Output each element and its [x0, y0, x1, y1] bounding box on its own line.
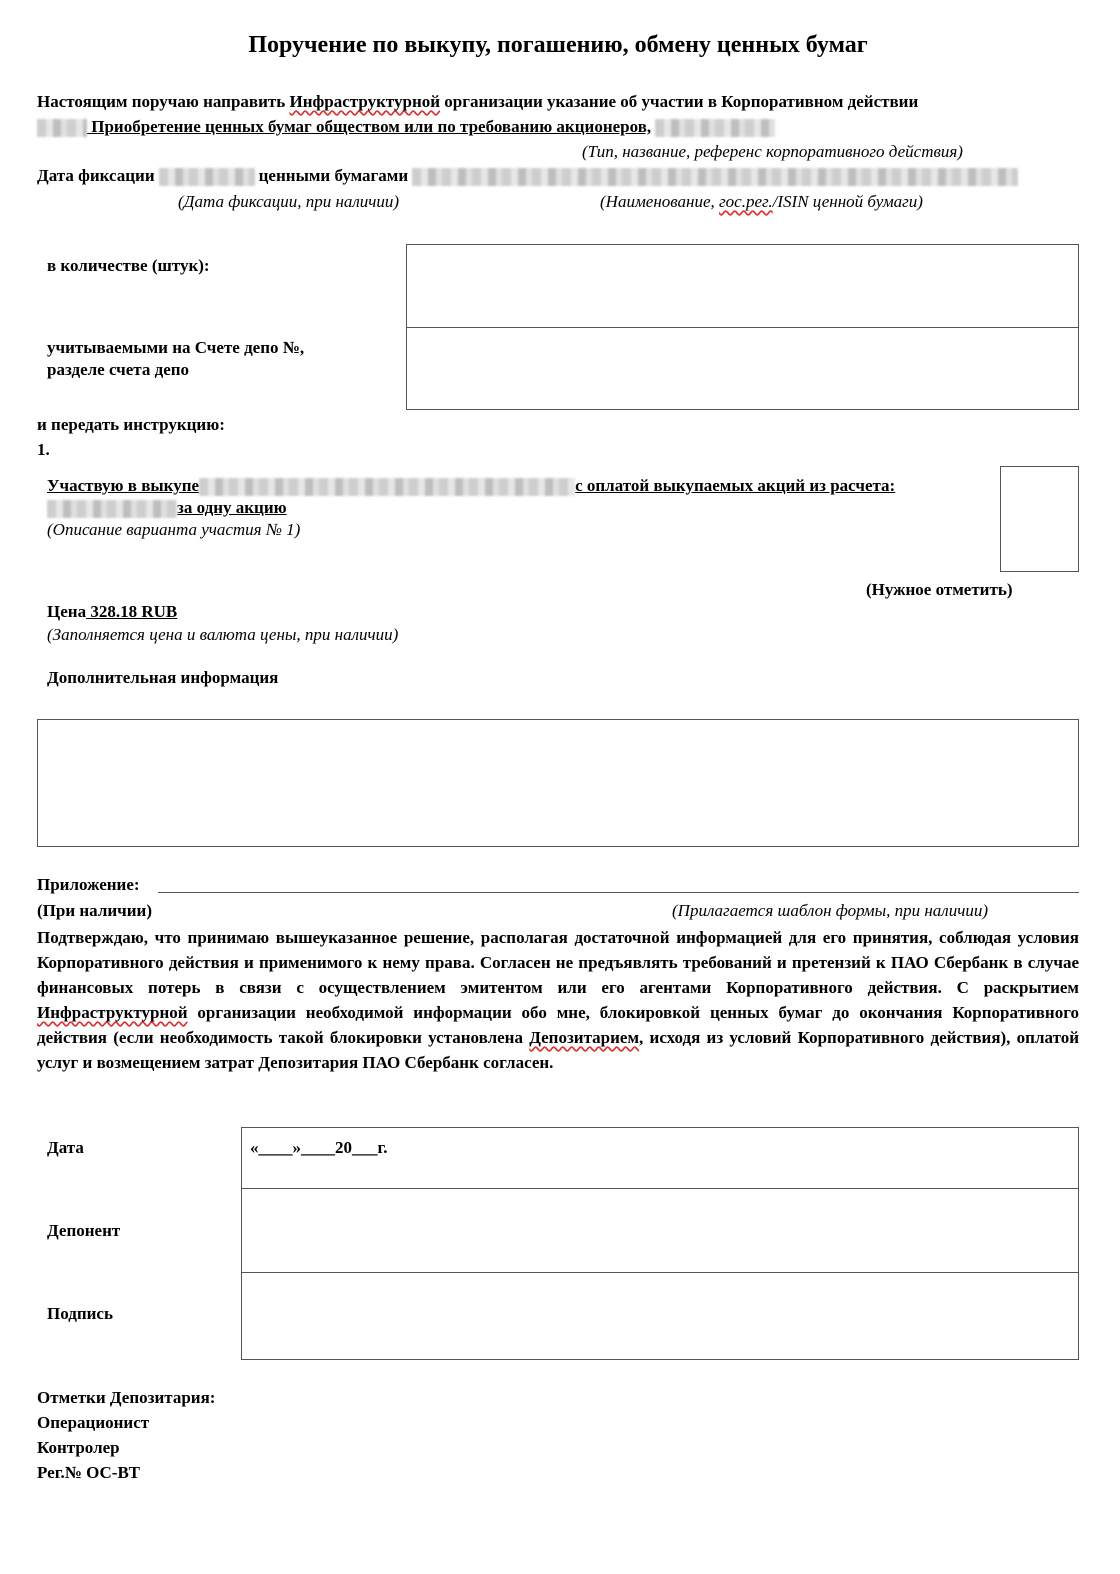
footer-reg: Рег.№ ОС-ВТ [37, 1463, 140, 1482]
sign-date-value: «____»____20___г. [250, 1138, 388, 1157]
redacted-block [159, 168, 255, 186]
sign-date-label: Дата [47, 1138, 84, 1157]
confirm-paragraph [37, 925, 1079, 1075]
confirm-depo: Депозитарием [529, 1028, 640, 1047]
sign-signature-label: Подпись [47, 1304, 113, 1323]
additional-field[interactable] [37, 719, 1079, 847]
papers-hint-post: /ISIN ценной бумаги) [772, 192, 923, 211]
instruction-label: и передать инструкцию: [37, 415, 225, 434]
price-hint: (Заполняется цена и валюта цены, при наличии) [47, 625, 399, 644]
action-hint: (Тип, название, референс корпоративного действия) [582, 142, 963, 161]
fix-papers-hint [600, 192, 923, 212]
option-pre: Участвую в выкупе [47, 476, 200, 495]
fix-date-label: Дата фиксации [37, 166, 155, 185]
fix-date-hint: (Дата фиксации, при наличии) [178, 192, 400, 211]
mark-hint: (Нужное отметить) [866, 580, 1013, 599]
confirm-p3: , исходя из условий Корпоративного действия), оплатой услуг и возмещением затрат Депозитария ПАО Сбербанк согласен. [37, 1028, 1079, 1072]
additional-label: Дополнительная информация [47, 668, 279, 687]
footer-controller: Контролер [37, 1438, 120, 1457]
redacted-block [655, 119, 775, 137]
price-line [47, 602, 177, 622]
page-title: Поручение по выкупу, погашению, обмену ценных бумаг [248, 32, 868, 58]
option-checkbox[interactable] [1000, 466, 1079, 572]
action-text: Приобретение ценных бумаг обществом или по требованию акционеров, [87, 117, 652, 136]
depo-label-1: учитываемыми на Счете депо №, [47, 338, 305, 357]
price-value: 328.18 RUB [86, 602, 178, 621]
attachment-label: Приложение: [37, 875, 140, 894]
papers-hint-gos: гос.рег. [719, 192, 773, 211]
option-hint: (Описание варианта участия № 1) [47, 520, 301, 539]
intro-line [37, 92, 918, 112]
papers-hint-pre: (Наименование, [600, 192, 720, 211]
confirm-infra: Инфраструктурной [37, 1003, 188, 1022]
option-line-1 [47, 476, 895, 496]
footer-marks: Отметки Депозитария: [37, 1388, 216, 1407]
intro-pre: Настоящим поручаю направить [37, 92, 290, 111]
footer-operator: Операционист [37, 1413, 150, 1432]
instruction-num: 1. [37, 440, 50, 459]
attachment-left-hint: (При наличии) [37, 901, 152, 920]
redacted-block [47, 500, 177, 518]
fix-papers-label: ценными бумагами [258, 166, 409, 185]
sign-deponent-label: Депонент [47, 1221, 121, 1240]
redacted-block [199, 478, 575, 496]
redacted-block [37, 119, 87, 137]
sign-deponent-field[interactable] [241, 1188, 1079, 1273]
option-line2-text: за одну акцию [177, 498, 287, 517]
attachment-line[interactable] [158, 892, 1079, 893]
depo-label-2: разделе счета депо [47, 360, 190, 379]
qty-field[interactable] [406, 244, 1079, 328]
option-post: с оплатой выкупаемых акций из расчета: [575, 476, 896, 495]
intro-infra: Инфраструктурной [289, 92, 441, 111]
qty-label: в количестве (штук): [47, 256, 210, 275]
intro-post: организации указание об участии в Корпоративном действии [440, 92, 919, 111]
price-label: Цена [47, 602, 87, 621]
fix-line [37, 166, 1018, 186]
sign-signature-field[interactable] [241, 1272, 1079, 1360]
option-line-2 [47, 498, 287, 518]
attachment-right-hint: (Прилагается шаблон формы, при наличии) [672, 901, 988, 920]
action-line [37, 117, 775, 137]
sign-date-field[interactable] [241, 1127, 1079, 1189]
confirm-p1: Подтверждаю, что принимаю вышеуказанное решение, располагая достаточной информацией для его принятия, соблюдая условия Корпоративного действия и применимого к нему права. Согласен не предъявлять требований и претензий к ПАО Сбербанк в случае финансовых потерь в связи с осуществлением эмитентом или его агентами Корпоративного действия. С раскрытием [37, 928, 1079, 997]
redacted-block [412, 168, 1018, 186]
confirm-p2: организации необходимой информации обо мне, блокировкой ценных бумаг до окончания Корпоративного действия (если необходимость такой блокировки установлена [37, 1003, 1079, 1047]
depo-field[interactable] [406, 327, 1079, 410]
